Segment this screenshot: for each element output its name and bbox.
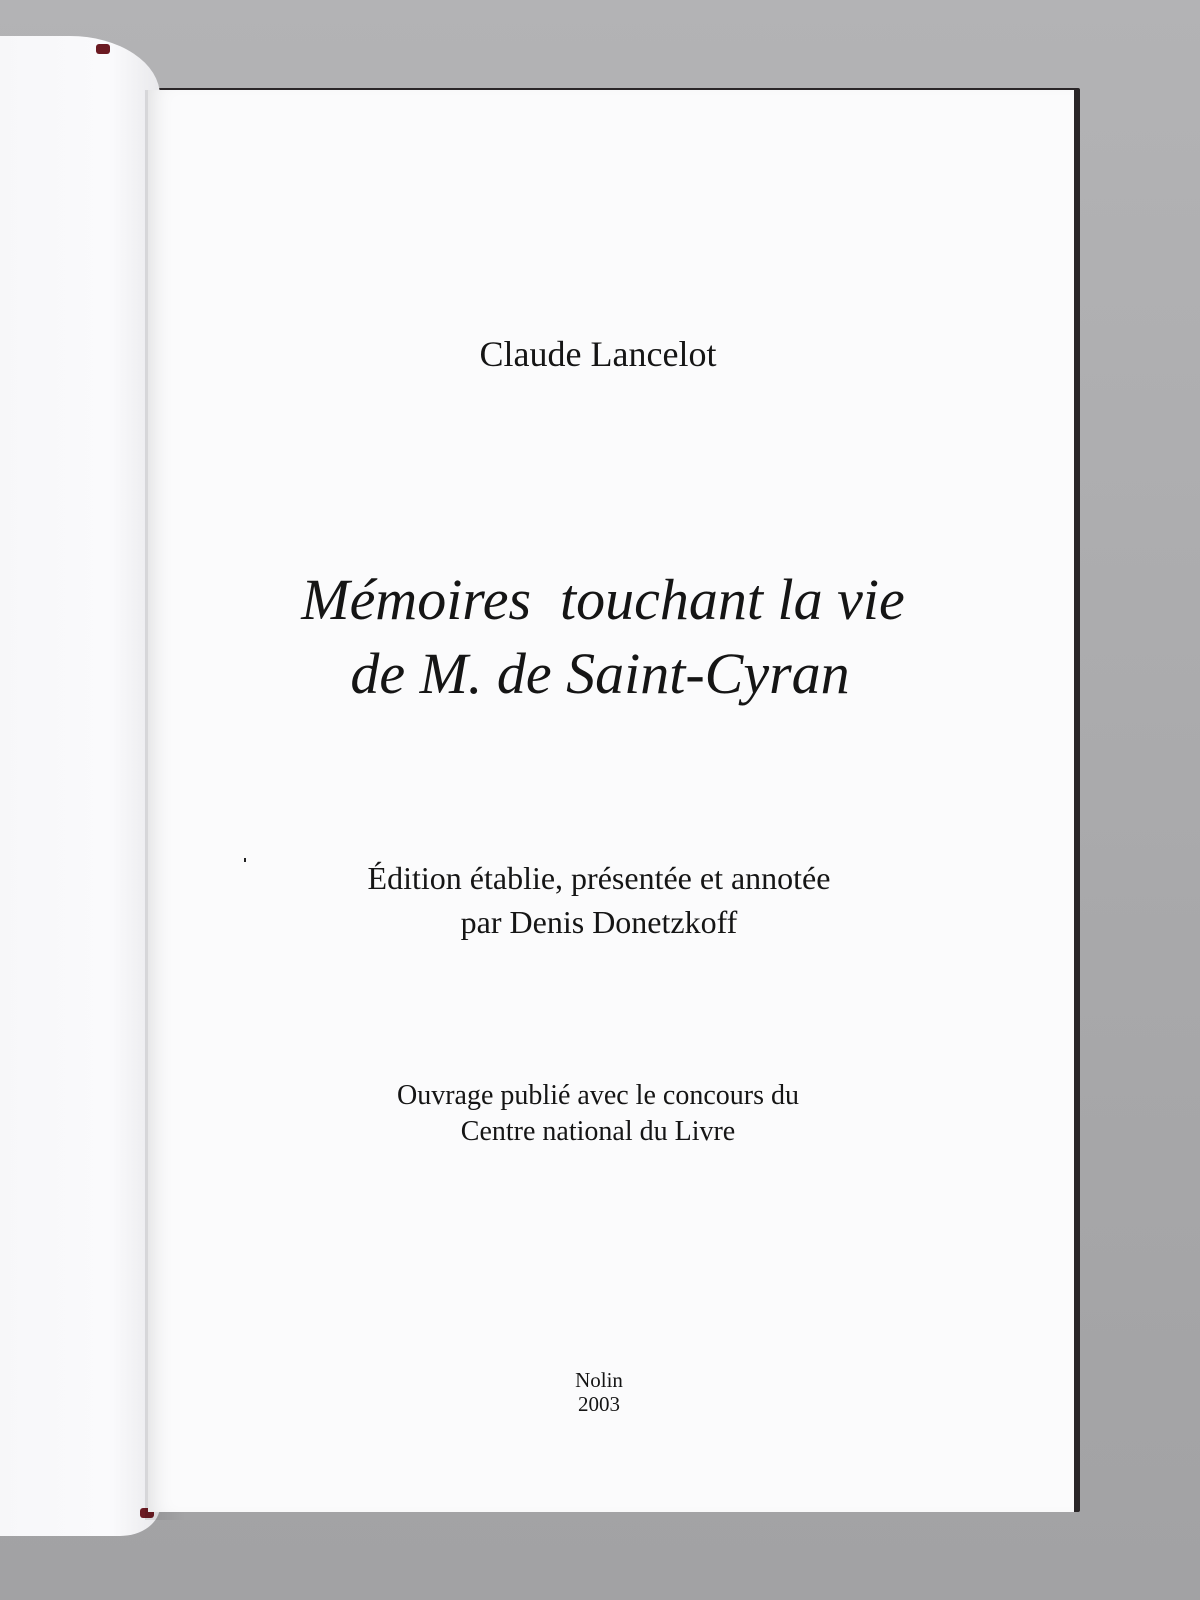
author-name: Claude Lancelot xyxy=(479,334,717,374)
left-page xyxy=(0,36,160,1536)
book-title-line-1: Mémoires touchant la vie xyxy=(301,567,905,632)
binding-ribbon-top xyxy=(96,44,110,54)
edition-credit-line-1: Édition établie, présentée et annotée xyxy=(367,860,831,896)
title-page xyxy=(148,90,1074,1512)
support-notice-line-2: Centre national du Livre xyxy=(460,1116,736,1147)
publication-year: 2003 xyxy=(578,1392,620,1416)
edition-credit-line-2: par Denis Donetzkoff xyxy=(460,904,738,940)
paper-speck xyxy=(244,858,246,862)
book-title-line-2: de M. de Saint-Cyran xyxy=(350,641,850,706)
publisher-name: Nolin xyxy=(575,1368,623,1392)
support-notice-line-1: Ouvrage publié avec le concours du xyxy=(397,1080,799,1111)
